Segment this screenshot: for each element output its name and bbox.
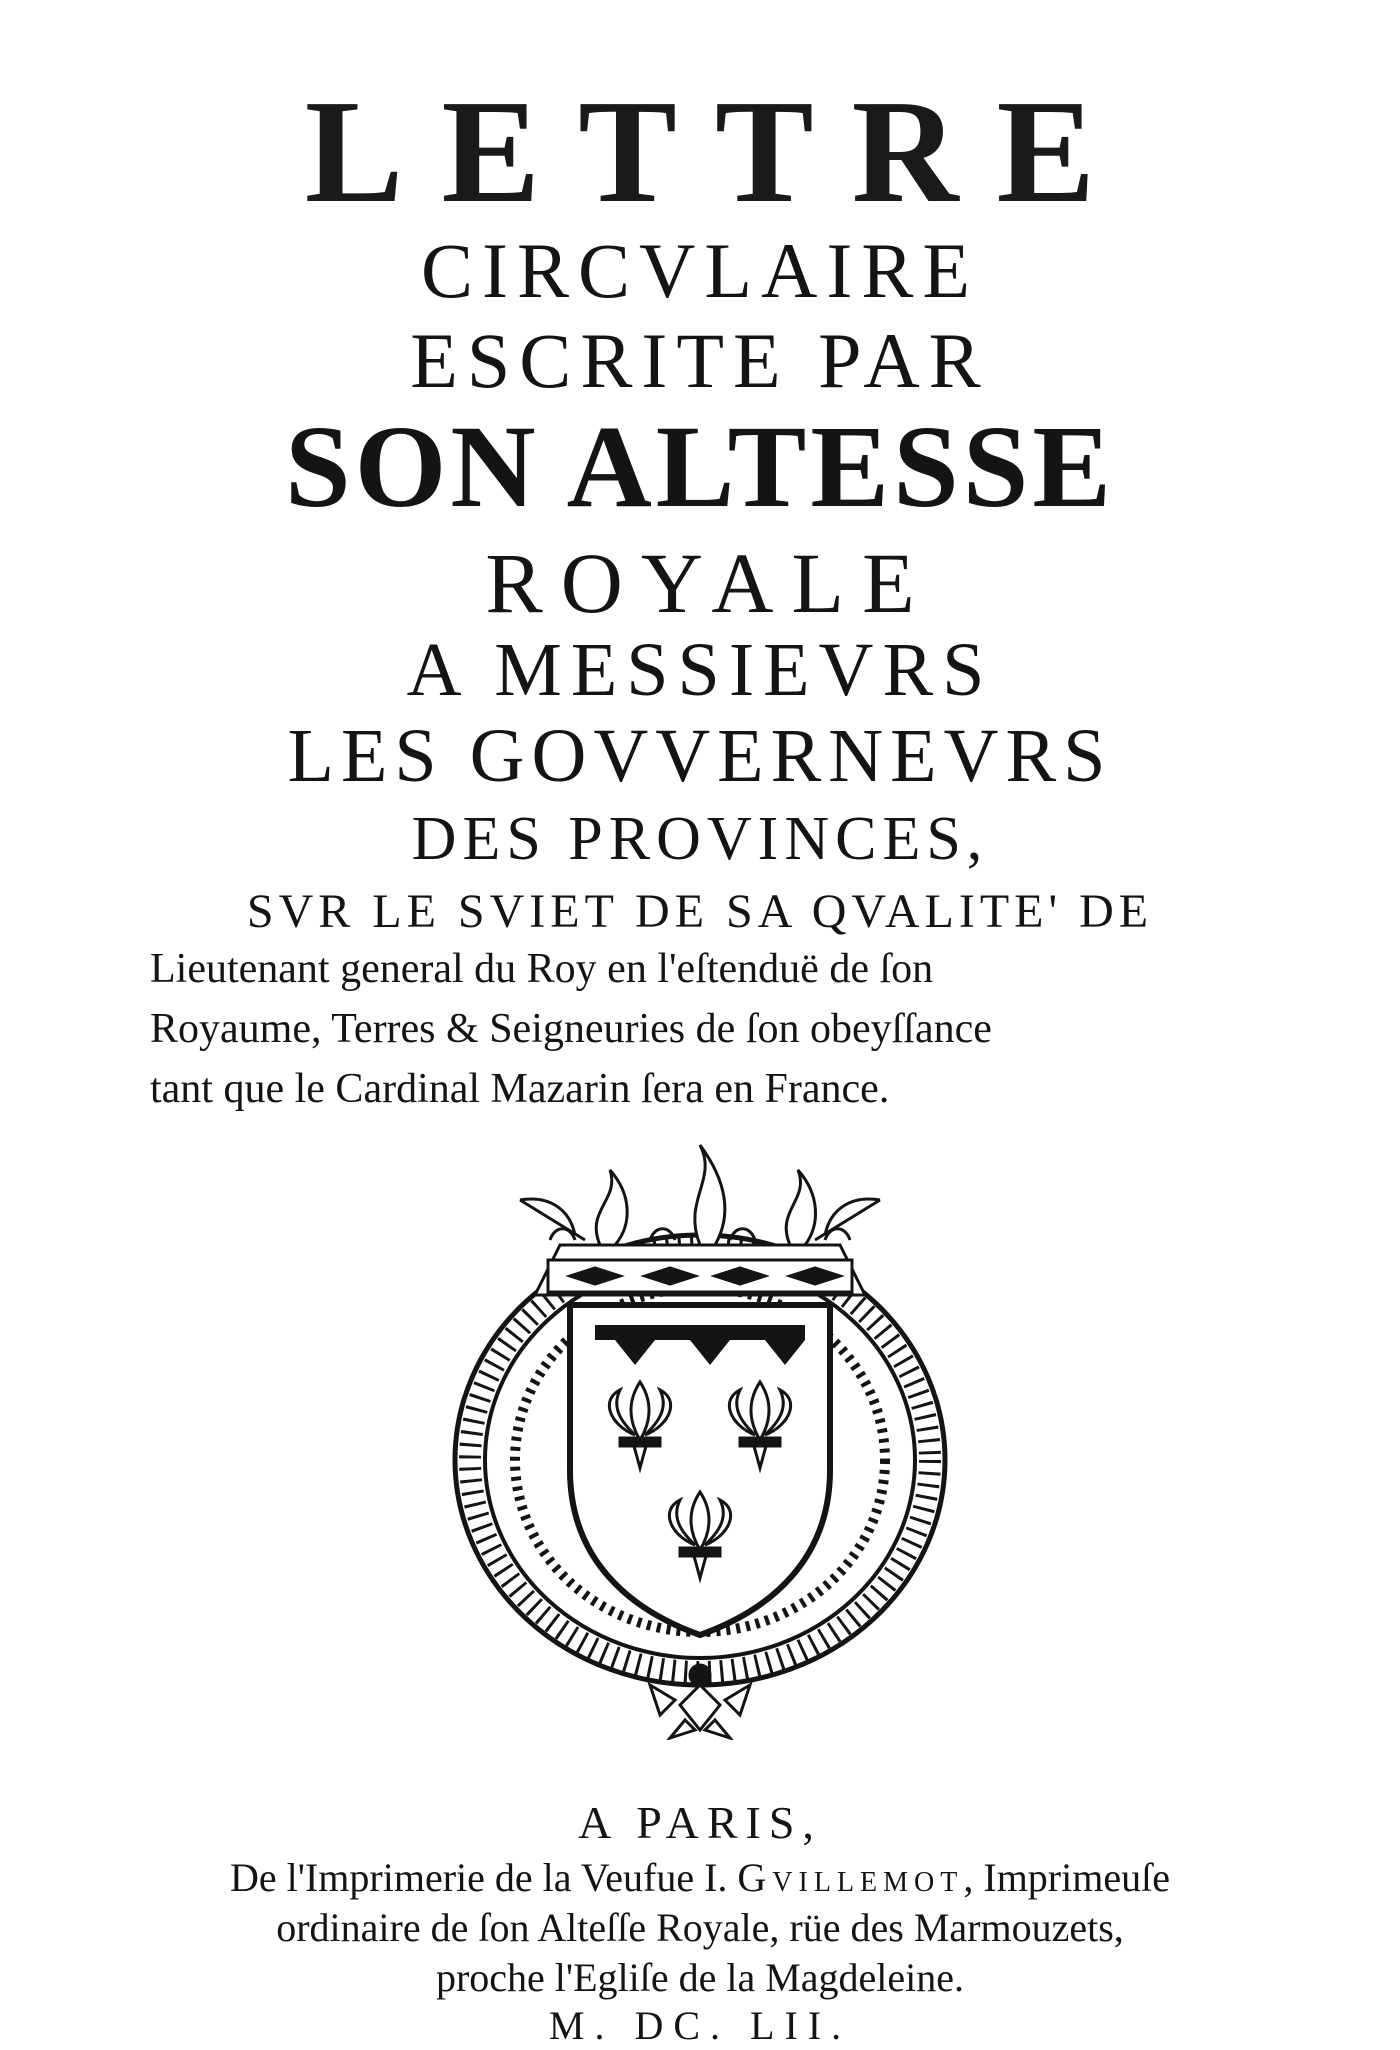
imprint-printer-prefix: De l'Imprimerie de la Veufue I. — [230, 1855, 738, 1900]
coat-of-arms-emblem — [370, 1140, 1030, 1740]
shield — [570, 1305, 830, 1635]
imprint-address-line: ordinaire de ſon Alteſſe Royale, rüe des Marmouzets, — [276, 1905, 1124, 1950]
title-les-gouverneurs: LES GOVVERNEVRS — [287, 714, 1113, 798]
subtitle-line-2: Royaume, Terres & Seigneuries de ſon obeyſſance — [150, 1006, 992, 1052]
title-lettre: LETTRE — [304, 70, 1134, 234]
title-circulaire: CIRCVLAIRE — [421, 227, 979, 314]
subtitle-line-3: tant que le Cardinal Mazarin ſera en France. — [150, 1066, 890, 1112]
imprint-place: A PARIS, — [578, 1797, 822, 1848]
imprint-printer-name: Gvillemot — [737, 1855, 964, 1900]
imprint-printer-suffix: , Imprimeuſe — [963, 1855, 1170, 1900]
imprint-year: M. DC. LII. — [548, 2003, 852, 2048]
title-des-provinces: DES PROVINCES, — [411, 805, 989, 873]
crown-icon — [520, 1145, 880, 1295]
title-sur-le-suiet: SVR LE SVIET DE SA QVALITE' DE — [246, 885, 1154, 938]
title-son-altesse: SON ALTESSE — [284, 401, 1116, 532]
imprint-printer-line — [0, 1855, 1400, 1900]
imprint-location-line: proche l'Egliſe de la Magdeleine. — [435, 1955, 965, 2000]
title-escrite-par: ESCRITE PAR — [410, 317, 990, 404]
title-a-messieurs: A MESSIEVRS — [406, 628, 994, 712]
subtitle-line-1: Lieutenant general du Roy en l'eſtenduë de ſon — [150, 946, 934, 992]
title-royale: ROYALE — [485, 535, 933, 631]
